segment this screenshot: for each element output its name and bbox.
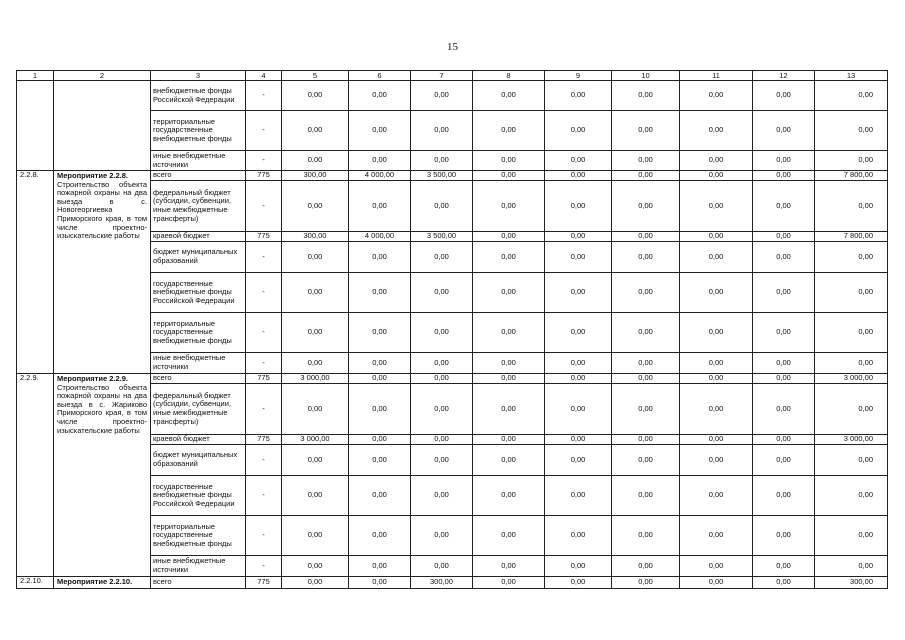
amount-cell: 0,00 (411, 435, 473, 445)
amount-cell: 0,00 (473, 577, 545, 589)
amount-cell: 0,00 (473, 111, 545, 151)
activity-title: Мероприятие 2.2.9. (57, 374, 128, 383)
amount-cell: 0,00 (411, 476, 473, 516)
amount-cell: 0,00 (411, 353, 473, 374)
column-header: 1 (17, 71, 54, 81)
amount-cell: 0,00 (349, 313, 411, 353)
amount-cell: 3 000,00 (282, 374, 349, 384)
amount-cell: 0,00 (612, 556, 680, 577)
amount-cell: 0,00 (473, 353, 545, 374)
amount-cell: 0,00 (680, 384, 753, 435)
amount-cell: 0,00 (282, 181, 349, 232)
amount-cell: 0,00 (282, 577, 349, 589)
amount-cell: 0,00 (473, 151, 545, 171)
amount-cell: 0,00 (411, 445, 473, 476)
activity-title: Мероприятие 2.2.8. (57, 171, 128, 180)
amount-cell: 0,00 (612, 374, 680, 384)
amount-cell: 0,00 (680, 273, 753, 313)
column-header: 12 (753, 71, 815, 81)
amount-cell: 0,00 (612, 577, 680, 589)
amount-cell: 0,00 (282, 556, 349, 577)
amount-cell: 300,00 (282, 232, 349, 242)
amount-cell: 0,00 (612, 242, 680, 273)
amount-cell: 0,00 (349, 181, 411, 232)
funding-source: внебюджетные фонды Российской Федерации (151, 81, 246, 111)
amount-cell: 0,00 (473, 556, 545, 577)
table-row (17, 81, 888, 111)
amount-cell: 0,00 (753, 435, 815, 445)
column-header: 10 (612, 71, 680, 81)
amount-cell: 0,00 (680, 577, 753, 589)
activity-name (54, 374, 151, 577)
budget-code-cell: - (246, 181, 282, 232)
total-cell: 0,00 (815, 476, 888, 516)
budget-code-cell: - (246, 476, 282, 516)
amount-cell: 0,00 (473, 435, 545, 445)
total-cell: 3 000,00 (815, 435, 888, 445)
amount-cell: 0,00 (349, 384, 411, 435)
amount-cell: 0,00 (680, 476, 753, 516)
amount-cell: 0,00 (473, 181, 545, 232)
budget-code-cell: 775 (246, 435, 282, 445)
amount-cell: 0,00 (680, 435, 753, 445)
amount-cell: 0,00 (612, 445, 680, 476)
amount-cell: 0,00 (349, 476, 411, 516)
total-cell: 0,00 (815, 516, 888, 556)
activity-description: Строительство объекта пожарной охраны на два выезда в с. Жариково Приморского края, в том числе проектно-изыскательские работы (57, 382, 147, 435)
amount-cell: 0,00 (545, 232, 612, 242)
amount-cell: 3 500,00 (411, 171, 473, 181)
amount-cell: 0,00 (545, 476, 612, 516)
amount-cell: 0,00 (545, 171, 612, 181)
amount-cell: 0,00 (680, 111, 753, 151)
amount-cell: 0,00 (545, 151, 612, 171)
amount-cell: 0,00 (612, 516, 680, 556)
budget-code-cell: - (246, 151, 282, 171)
funding-source: территориальные государственные внебюджетные фонды (151, 111, 246, 151)
total-cell: 0,00 (815, 273, 888, 313)
budget-code-cell: - (246, 556, 282, 577)
funding-source: федеральный бюджет (субсидии, субвенции, иные межбюджетные трансферты) (151, 181, 246, 232)
table-row (17, 171, 888, 181)
total-cell: 0,00 (815, 445, 888, 476)
amount-cell: 0,00 (753, 181, 815, 232)
amount-cell: 0,00 (753, 445, 815, 476)
amount-cell: 0,00 (545, 273, 612, 313)
amount-cell: 0,00 (473, 313, 545, 353)
amount-cell: 0,00 (411, 384, 473, 435)
column-header: 3 (151, 71, 246, 81)
amount-cell: 0,00 (612, 353, 680, 374)
funding-source: территориальные государственные внебюджетные фонды (151, 313, 246, 353)
total-cell: 0,00 (815, 81, 888, 111)
budget-code-cell: 775 (246, 232, 282, 242)
column-header: 6 (349, 71, 411, 81)
amount-cell: 0,00 (612, 313, 680, 353)
amount-cell: 0,00 (680, 171, 753, 181)
amount-cell: 0,00 (753, 242, 815, 273)
amount-cell: 0,00 (282, 313, 349, 353)
amount-cell: 0,00 (753, 516, 815, 556)
total-cell: 0,00 (815, 111, 888, 151)
amount-cell: 0,00 (680, 353, 753, 374)
activity-name (54, 81, 151, 171)
amount-cell: 0,00 (282, 242, 349, 273)
amount-cell: 0,00 (349, 151, 411, 171)
amount-cell: 0,00 (680, 242, 753, 273)
amount-cell: 0,00 (411, 181, 473, 232)
amount-cell: 0,00 (349, 242, 411, 273)
budget-code-cell: - (246, 242, 282, 273)
funding-source: бюджет муниципальных образований (151, 445, 246, 476)
amount-cell: 0,00 (282, 81, 349, 111)
amount-cell: 0,00 (753, 273, 815, 313)
amount-cell: 3 500,00 (411, 232, 473, 242)
amount-cell: 0,00 (473, 374, 545, 384)
activity-code: 2.2.9. (17, 374, 54, 577)
funding-source: всего (151, 577, 246, 589)
amount-cell: 0,00 (612, 81, 680, 111)
budget-code-cell: - (246, 384, 282, 435)
amount-cell: 0,00 (753, 232, 815, 242)
funding-source: иные внебюджетные источники (151, 353, 246, 374)
amount-cell: 0,00 (680, 232, 753, 242)
amount-cell: 0,00 (680, 445, 753, 476)
amount-cell: 0,00 (680, 313, 753, 353)
budget-code-cell: - (246, 353, 282, 374)
amount-cell: 0,00 (753, 81, 815, 111)
budget-code-cell: - (246, 445, 282, 476)
amount-cell: 0,00 (411, 556, 473, 577)
funding-source: территориальные государственные внебюджетные фонды (151, 516, 246, 556)
column-header: 11 (680, 71, 753, 81)
amount-cell: 0,00 (545, 181, 612, 232)
amount-cell: 0,00 (349, 374, 411, 384)
budget-code-cell: - (246, 313, 282, 353)
amount-cell: 0,00 (545, 445, 612, 476)
amount-cell: 3 000,00 (282, 435, 349, 445)
amount-cell: 0,00 (411, 313, 473, 353)
total-cell: 0,00 (815, 384, 888, 435)
amount-cell: 0,00 (473, 273, 545, 313)
amount-cell: 0,00 (349, 111, 411, 151)
amount-cell: 0,00 (545, 111, 612, 151)
amount-cell: 0,00 (349, 273, 411, 313)
amount-cell: 0,00 (411, 81, 473, 111)
amount-cell: 0,00 (411, 151, 473, 171)
amount-cell: 0,00 (753, 151, 815, 171)
budget-code-cell: 775 (246, 374, 282, 384)
amount-cell: 0,00 (680, 374, 753, 384)
amount-cell: 0,00 (282, 353, 349, 374)
amount-cell: 0,00 (545, 81, 612, 111)
amount-cell: 0,00 (753, 384, 815, 435)
amount-cell: 0,00 (612, 171, 680, 181)
funding-source: государственные внебюджетные фонды Российской Федерации (151, 476, 246, 516)
total-cell: 7 800,00 (815, 232, 888, 242)
amount-cell: 0,00 (545, 556, 612, 577)
amount-cell: 0,00 (349, 353, 411, 374)
amount-cell: 0,00 (545, 242, 612, 273)
total-cell: 0,00 (815, 556, 888, 577)
budget-table (16, 70, 888, 589)
amount-cell: 0,00 (680, 81, 753, 111)
funding-source: всего (151, 374, 246, 384)
activity-name (54, 171, 151, 374)
funding-source: краевой бюджет (151, 232, 246, 242)
amount-cell: 0,00 (680, 181, 753, 232)
amount-cell: 4 000,00 (349, 171, 411, 181)
amount-cell: 0,00 (612, 384, 680, 435)
column-header: 7 (411, 71, 473, 81)
column-header: 2 (54, 71, 151, 81)
amount-cell: 0,00 (545, 384, 612, 435)
budget-code-cell: - (246, 111, 282, 151)
amount-cell: 0,00 (753, 556, 815, 577)
amount-cell: 0,00 (545, 353, 612, 374)
funding-source: федеральный бюджет (субсидии, субвенции, иные межбюджетные трансферты) (151, 384, 246, 435)
amount-cell: 0,00 (282, 151, 349, 171)
amount-cell: 0,00 (282, 273, 349, 313)
amount-cell: 0,00 (282, 111, 349, 151)
budget-code-cell: - (246, 273, 282, 313)
total-cell: 0,00 (815, 242, 888, 273)
amount-cell: 0,00 (545, 577, 612, 589)
amount-cell: 0,00 (473, 171, 545, 181)
table-row (17, 374, 888, 384)
amount-cell: 0,00 (680, 151, 753, 171)
amount-cell: 0,00 (473, 81, 545, 111)
amount-cell: 0,00 (545, 435, 612, 445)
amount-cell: 0,00 (282, 445, 349, 476)
amount-cell: 0,00 (612, 181, 680, 232)
amount-cell: 0,00 (349, 445, 411, 476)
funding-source: краевой бюджет (151, 435, 246, 445)
activity-code: 2.2.10. (17, 577, 54, 589)
total-cell: 3 000,00 (815, 374, 888, 384)
amount-cell: 0,00 (612, 476, 680, 516)
amount-cell: 0,00 (411, 273, 473, 313)
total-cell: 0,00 (815, 313, 888, 353)
activity-title: Мероприятие 2.2.10. (57, 577, 133, 586)
amount-cell: 0,00 (282, 516, 349, 556)
total-cell: 0,00 (815, 151, 888, 171)
amount-cell: 300,00 (411, 577, 473, 589)
amount-cell: 0,00 (612, 232, 680, 242)
funding-source: иные внебюджетные источники (151, 556, 246, 577)
amount-cell: 0,00 (411, 242, 473, 273)
budget-code-cell: 775 (246, 577, 282, 589)
budget-code-cell: - (246, 81, 282, 111)
amount-cell: 0,00 (612, 435, 680, 445)
activity-name (54, 577, 151, 589)
total-cell: 300,00 (815, 577, 888, 589)
amount-cell: 0,00 (753, 476, 815, 516)
amount-cell: 0,00 (753, 313, 815, 353)
amount-cell: 0,00 (753, 577, 815, 589)
column-header: 5 (282, 71, 349, 81)
amount-cell: 0,00 (753, 374, 815, 384)
page-number: 15 (447, 41, 458, 53)
amount-cell: 0,00 (545, 313, 612, 353)
amount-cell: 0,00 (473, 445, 545, 476)
amount-cell: 0,00 (349, 577, 411, 589)
table-header-row (17, 71, 888, 81)
activity-code: 2.2.8. (17, 171, 54, 374)
amount-cell: 0,00 (349, 81, 411, 111)
funding-source: всего (151, 171, 246, 181)
amount-cell: 0,00 (411, 516, 473, 556)
amount-cell: 0,00 (473, 476, 545, 516)
funding-source: иные внебюджетные источники (151, 151, 246, 171)
table-row (17, 577, 888, 589)
amount-cell: 0,00 (473, 232, 545, 242)
budget-code-cell: 775 (246, 171, 282, 181)
column-header: 9 (545, 71, 612, 81)
amount-cell: 0,00 (411, 111, 473, 151)
column-header: 4 (246, 71, 282, 81)
amount-cell: 0,00 (349, 556, 411, 577)
budget-code-cell: - (246, 516, 282, 556)
amount-cell: 0,00 (612, 111, 680, 151)
total-cell: 0,00 (815, 353, 888, 374)
amount-cell: 0,00 (473, 384, 545, 435)
activity-code (17, 81, 54, 171)
amount-cell: 0,00 (545, 374, 612, 384)
amount-cell: 0,00 (282, 384, 349, 435)
amount-cell: 0,00 (282, 476, 349, 516)
amount-cell: 0,00 (612, 151, 680, 171)
amount-cell: 0,00 (680, 556, 753, 577)
column-header: 13 (815, 71, 888, 81)
amount-cell: 0,00 (411, 374, 473, 384)
funding-source: государственные внебюджетные фонды Российской Федерации (151, 273, 246, 313)
amount-cell: 300,00 (282, 171, 349, 181)
activity-description: Строительство объекта пожарной охраны на два выезда в с. Новогеоргиевка Приморского края, в том числе проектно-изыскательские работы (57, 179, 147, 241)
column-header: 8 (473, 71, 545, 81)
amount-cell: 0,00 (349, 435, 411, 445)
funding-source: бюджет муниципальных образований (151, 242, 246, 273)
amount-cell: 0,00 (753, 111, 815, 151)
amount-cell: 0,00 (753, 353, 815, 374)
amount-cell: 0,00 (349, 516, 411, 556)
total-cell: 7 800,00 (815, 171, 888, 181)
amount-cell: 0,00 (680, 516, 753, 556)
amount-cell: 0,00 (473, 516, 545, 556)
amount-cell: 0,00 (473, 242, 545, 273)
total-cell: 0,00 (815, 181, 888, 232)
amount-cell: 0,00 (612, 273, 680, 313)
amount-cell: 0,00 (753, 171, 815, 181)
amount-cell: 0,00 (545, 516, 612, 556)
amount-cell: 4 000,00 (349, 232, 411, 242)
